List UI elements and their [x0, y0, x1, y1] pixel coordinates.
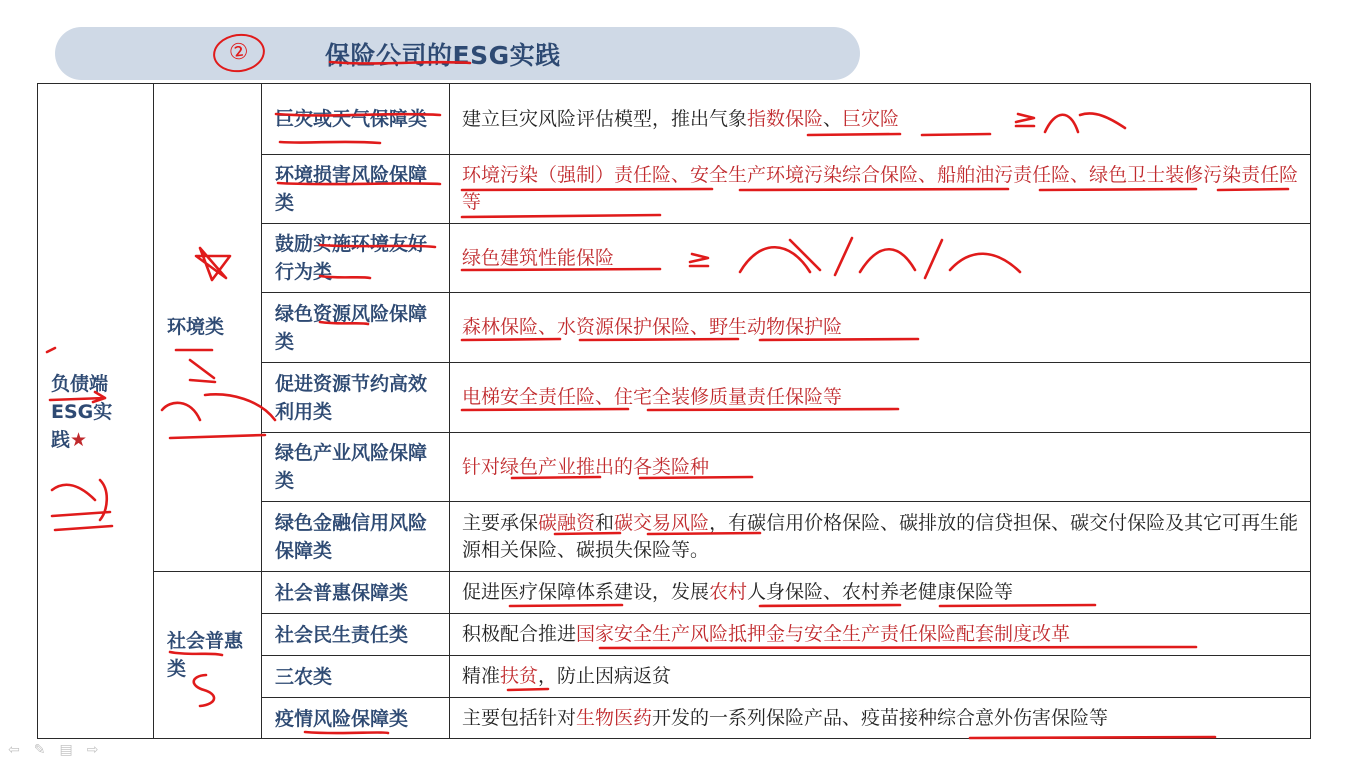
highlighted-term: 住宅全装修质量责任保险等 — [614, 386, 843, 408]
row-category: 社会普惠保障类 — [275, 581, 409, 604]
highlighted-term: 农村 — [709, 581, 748, 603]
pen-icon[interactable]: ✎ — [33, 742, 46, 758]
row-category: 绿色产业风险保障类 — [275, 442, 428, 492]
description-text: 建立巨灾风险评估模型，推出气象 — [462, 107, 748, 130]
star-icon: ★ — [70, 429, 88, 451]
highlighted-term: 碳交易风险 — [614, 511, 710, 534]
row-category: 绿色金融信用风险保障类 — [275, 511, 428, 562]
highlighted-term: 野生动物保护险 — [709, 316, 843, 338]
highlighted-term: 、 — [595, 386, 615, 408]
row-description — [462, 363, 1300, 432]
description-text: 开发的一系列保险产品、疫苗接种综合意外伤害保险等 — [652, 707, 1109, 729]
description-text: 和 — [595, 511, 615, 534]
row-category: 绿色资源风险保障类 — [275, 302, 428, 353]
back-icon[interactable]: ⇦ — [8, 742, 20, 758]
description-text: 积极配合推进 — [462, 623, 577, 645]
description-text: ，防止因病返贫 — [538, 665, 672, 687]
row-description — [462, 698, 1300, 739]
highlighted-term: 碳融资 — [538, 511, 596, 534]
highlighted-term: 巨灾险 — [842, 107, 900, 130]
highlighted-term: 水资源保护保险 — [557, 316, 691, 338]
row-description — [462, 84, 1300, 154]
highlighted-term: 环境污染（强制）责任险 — [462, 164, 672, 186]
highlighted-term: 绿色建筑性能保险 — [462, 246, 615, 269]
divider — [449, 83, 450, 739]
description-text: 人身保险、农村养老健康保险等 — [747, 581, 1014, 603]
row-description — [462, 656, 1300, 697]
row-description — [462, 433, 1300, 501]
highlighted-term: 、 — [1070, 164, 1090, 186]
description-text: 精准 — [462, 665, 501, 687]
column1-label — [51, 370, 131, 454]
row-description — [462, 614, 1300, 655]
description-text: 、 — [823, 107, 843, 130]
page-title: 保险公司的ESG实践 — [325, 41, 561, 70]
highlighted-term: 电梯安全责任险 — [462, 386, 596, 408]
column1-text: 负债端ESG实践 — [51, 373, 113, 451]
row-description — [462, 502, 1300, 571]
group-environment: 环境类 — [167, 316, 225, 338]
description-text: 促进医疗保障体系建设，发展 — [462, 581, 710, 603]
highlighted-term: 、 — [671, 164, 691, 186]
row-category: 疫情风险保障类 — [275, 707, 409, 730]
highlighted-term: 生物医药 — [576, 707, 653, 729]
section-number: ② — [211, 31, 268, 76]
highlighted-term: 指数保险 — [747, 107, 824, 130]
highlighted-term: 、 — [538, 316, 558, 338]
row-category: 社会民生责任类 — [275, 623, 409, 646]
row-description — [462, 572, 1300, 613]
group-social: 社会普惠类 — [167, 630, 244, 680]
row-category: 巨灾或天气保障类 — [275, 108, 428, 130]
description-text: 主要包括针对 — [462, 707, 577, 729]
row-category: 环境损害风险保障类 — [275, 164, 428, 214]
divider — [261, 83, 262, 739]
row-category: 鼓励实施环境友好行为类 — [275, 233, 428, 283]
highlighted-term: 森林保险 — [462, 316, 539, 338]
row-description — [462, 293, 1300, 362]
highlighted-term: 、 — [918, 164, 938, 186]
highlighted-term: 、 — [690, 316, 710, 338]
forward-icon[interactable]: ⇨ — [86, 742, 99, 758]
menu-icon[interactable]: ▤ — [59, 742, 73, 758]
row-description — [462, 155, 1300, 223]
row-category: 三农类 — [275, 665, 333, 688]
highlighted-term: 扶贫 — [500, 665, 539, 687]
row-description — [462, 224, 1300, 292]
description-text: 主要承保 — [462, 511, 539, 534]
highlighted-term: 国家安全生产风险抵押金与安全生产责任保险配套制度改革 — [576, 623, 1071, 645]
player-controls — [8, 742, 98, 758]
row-category: 促进资源节约高效利用类 — [275, 372, 428, 423]
highlighted-term: 针对绿色产业推出的各类险种 — [462, 455, 710, 478]
description-text: ，有碳信用价格保险、碳排放的信贷担保、碳交付保险及其它可再生能源相关保险、碳损失保险等。 — [462, 511, 1299, 561]
divider — [153, 83, 154, 739]
highlighted-term: 绿色卫士装修污染责任险等 — [462, 164, 1299, 213]
highlighted-term: 安全生产环境污染综合保险 — [690, 164, 919, 186]
highlighted-term: 船舶油污责任险 — [937, 164, 1071, 186]
